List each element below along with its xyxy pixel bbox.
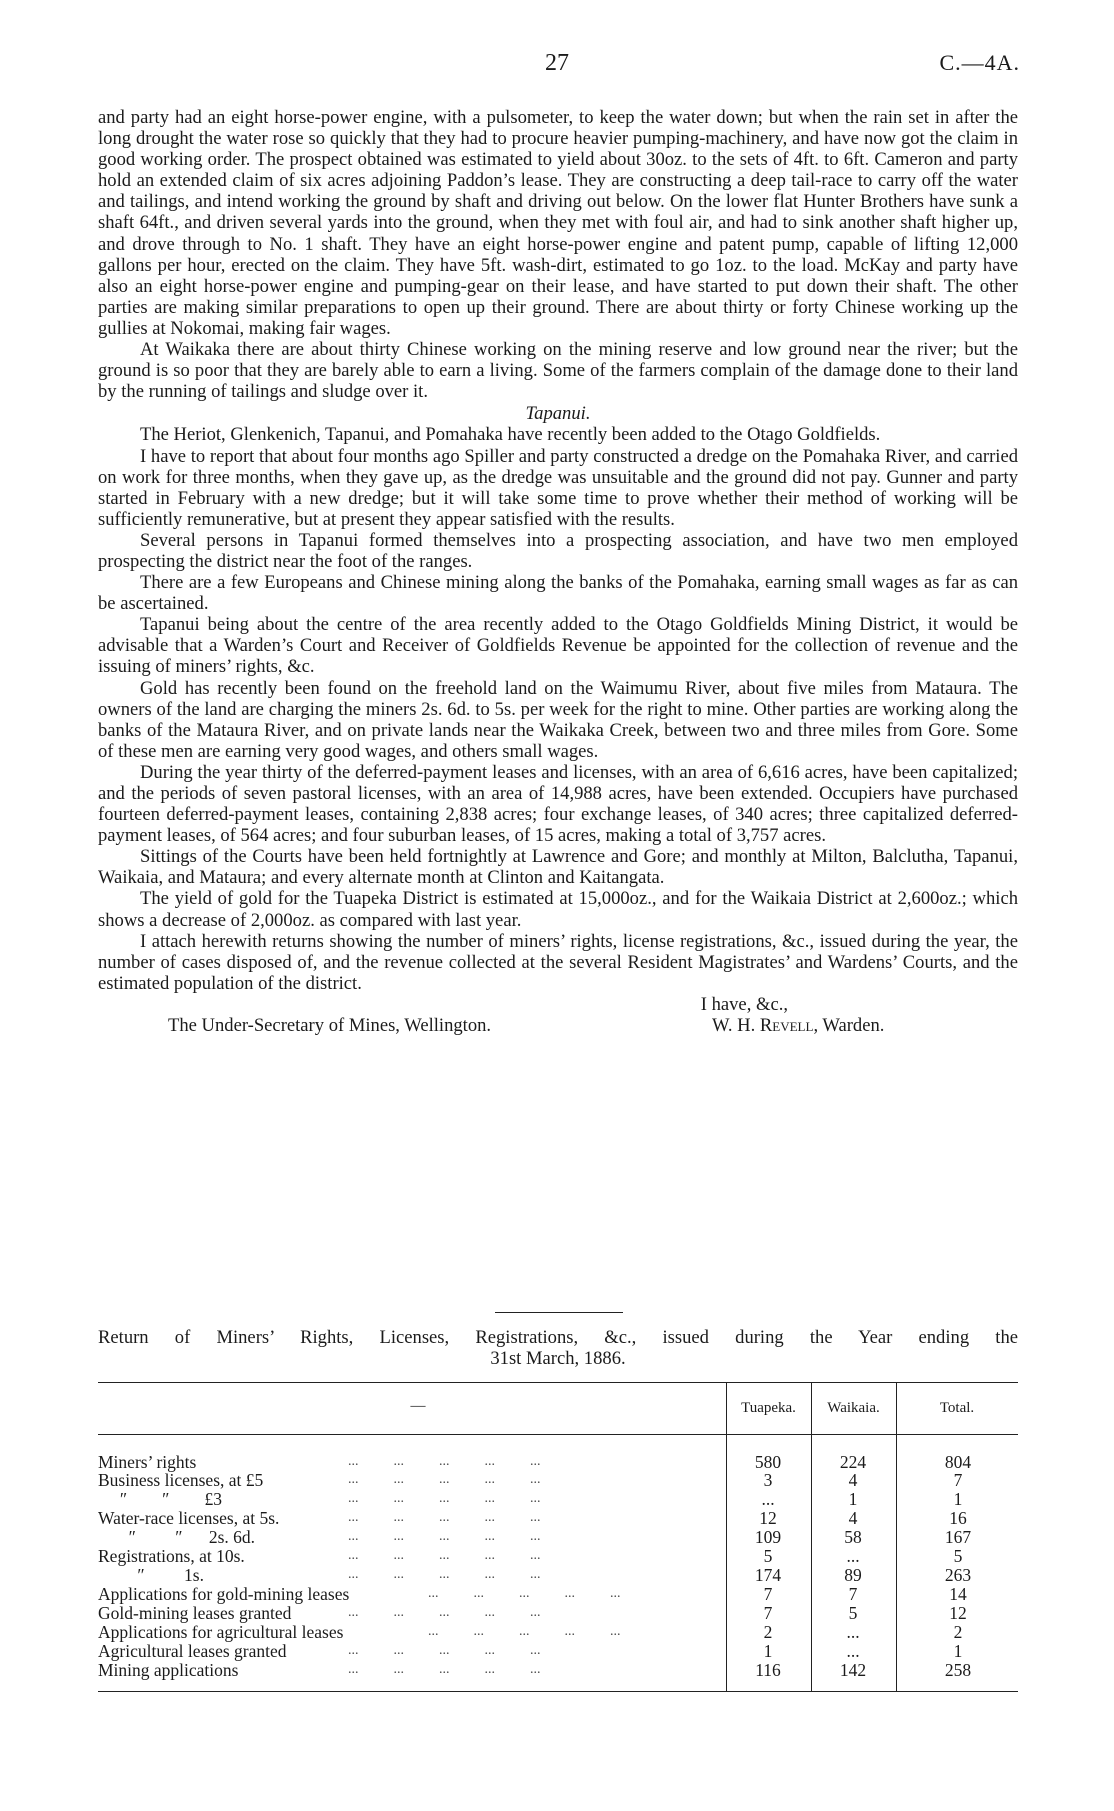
- paragraph: During the year thirty of the deferred-payment leases and licenses, with an area of 6,616 acres, have been capitalized; and the periods of seven pastoral licenses, with an area of 14,988 acres, have been extended. Occupiers have purchased fourteen deferred-payment leases, containing 2,838 acres; four exchange leases, of 340 acres; three capitalized deferred-payment leases, of 564 acres; and four suburban leases, of 15 acres, making a total of 3,757 acres.: [98, 761, 1018, 847]
- page-header: [0, 50, 1114, 90]
- leader-dots: ... ... ... ... ...: [348, 1567, 541, 1582]
- cell-total: 16: [949, 1508, 967, 1528]
- table-row: [98, 1527, 1018, 1548]
- table-row: [98, 1546, 1018, 1567]
- leader-dots: ... ... ... ... ...: [348, 1662, 541, 1677]
- cell-waikaia: 7: [848, 1584, 858, 1604]
- cell-total: 2: [953, 1622, 963, 1642]
- cell-waikaia: 58: [844, 1527, 862, 1547]
- leader-dots: ... ... ... ... ...: [348, 1510, 541, 1525]
- section-heading: Tapanui.: [525, 403, 591, 425]
- header-waikaia: Waikaia.: [827, 1400, 880, 1416]
- table-row: [98, 1508, 1018, 1529]
- row-label: ″ ″ 2s. 6d.: [98, 1527, 256, 1547]
- returns-table: [98, 1382, 1018, 1692]
- return-title-line1: Return of Miners’ Rights, Licenses, Registrations, &c., issued during the Year ending the: [98, 1327, 1018, 1348]
- cell-tuapeka: ...: [761, 1489, 775, 1509]
- cell-waikaia: 4: [848, 1470, 858, 1490]
- table-row: [98, 1470, 1018, 1491]
- cell-total: 7: [953, 1470, 963, 1490]
- cell-total: 12: [949, 1603, 967, 1623]
- cell-tuapeka: 116: [755, 1660, 781, 1680]
- leader-dots: ... ... ... ... ...: [348, 1548, 541, 1563]
- cell-tuapeka: 7: [763, 1603, 773, 1623]
- cell-waikaia: ...: [846, 1641, 860, 1661]
- row-label: ″ 1s.: [98, 1565, 204, 1585]
- signature-name: Revell: [759, 1015, 814, 1037]
- addressee: The Under-Secretary of Mines, Wellington.: [168, 1015, 492, 1037]
- leader-dots: ... ... ... ... ...: [348, 1529, 541, 1544]
- row-label: Applications for agricultural leases: [98, 1622, 344, 1642]
- cell-waikaia: 4: [848, 1508, 858, 1528]
- cell-waikaia: 5: [848, 1603, 858, 1623]
- table-top-rule: [98, 1382, 1018, 1383]
- cell-total: 1: [953, 1489, 963, 1509]
- paragraph: Gold has recently been found on the freehold land on the Waimumu River, about five miles from Mataura. The owners of the land are charging the miners 2s. 6d. to 5s. per week for the right to mine. Other parties are working along the banks of the Mataura River, and on private lands near the Waikaka Creek, between two and three miles from Gore. Some of these men are earning very good wages, and others small wages.: [98, 677, 1018, 762]
- paragraph: The Heriot, Glenkenich, Tapanui, and Pomahaka have recently been added to the Otago Goldfields.: [140, 424, 881, 446]
- cell-waikaia: 142: [839, 1660, 867, 1680]
- cell-total: 258: [944, 1660, 972, 1680]
- cell-waikaia: 1: [848, 1489, 858, 1509]
- row-label: Miners’ rights: [98, 1452, 197, 1472]
- leader-dots: ... ... ... ... ...: [348, 1491, 541, 1506]
- cell-total: 167: [944, 1527, 972, 1547]
- table-row: [98, 1641, 1018, 1662]
- cell-waikaia: ...: [846, 1546, 860, 1566]
- document-reference: C.—4A.: [939, 50, 1020, 75]
- cell-tuapeka: 2: [763, 1622, 773, 1642]
- row-label: Gold-mining leases granted: [98, 1603, 292, 1623]
- cell-tuapeka: 3: [763, 1470, 773, 1490]
- row-label: ″ ″ £3: [98, 1489, 222, 1509]
- row-label: Registrations, at 10s.: [98, 1546, 245, 1566]
- leader-dots: ... ... ... ... ...: [348, 1472, 541, 1487]
- table-row: [98, 1565, 1018, 1586]
- leader-dots: ... ... ... ... ...: [348, 1605, 541, 1620]
- cell-waikaia: ...: [846, 1622, 860, 1642]
- cell-total: 5: [953, 1546, 963, 1566]
- signature-initials: W. H.: [712, 1015, 756, 1037]
- letter-closing: [98, 994, 1018, 1037]
- signature-title: , Warden.: [813, 1015, 885, 1037]
- cell-total: 263: [944, 1565, 972, 1585]
- paragraph: and party had an eight horse-power engine, with a pulsometer, to keep the water down; but when the rain set in after the long drought the water rose so quickly that they had to procure heavier pumping-machinery, and have now got the claim in good working order. The prospect obtained was estimated to yield about 30oz. to the sets of 4ft. to 6ft. Cameron and party hold an extended claim of six acres adjoining Paddon’s lease. They are constructing a deep tail-race to carry off the water and tailings, and intend working the ground by shaft and driving out below. On the lower flat Hunter Brothers have sunk a shaft 64ft., and driven several yards into the ground, when they met with foul air, and had to sink another shaft higher up, and drove through to No. 1 shaft. They have an eight horse-power engine and patent pump, capable of lifting 12,000 gallons per hour, erected on the claim. They have 5ft. wash-dirt, estimated to go 1oz. to the load. McKay and party have also an eight horse-power engine and pumping-gear on their lease, and have started to put down their shaft. The other parties are making similar preparations to open up their ground. There are about thirty or forty Chinese working up the gullies at Nokomai, making fair wages.: [98, 107, 1018, 339]
- cell-tuapeka: 7: [763, 1584, 773, 1604]
- cell-total: 14: [949, 1584, 967, 1604]
- return-title-line2: 31st March, 1886.: [490, 1348, 626, 1369]
- table-row: [98, 1603, 1018, 1624]
- row-label: Agricultural leases granted: [98, 1641, 287, 1661]
- paragraph: Several persons in Tapanui formed themselves into a prospecting association, and have two men employed prospecting the district near the foot of the ranges.: [98, 529, 1018, 572]
- row-label: Water-race licenses, at 5s.: [98, 1508, 280, 1528]
- leader-dots: ... ... ... ... ...: [348, 1454, 541, 1469]
- return-title: [98, 1327, 1018, 1369]
- row-label: Business licenses, at £5: [98, 1470, 264, 1490]
- signature: [712, 1015, 884, 1036]
- signature-line: [98, 1015, 1018, 1037]
- row-label: Applications for gold-mining leases: [98, 1584, 350, 1604]
- paragraph: I have to report that about four months ago Spiller and party constructed a dredge on the Pomahaka River, and carried on work for three months, when they gave up, as the dredge was unsuitable and the ground did not pay. Gunner and party started in February with a new dredge; but it will take some time to prove whether their method of working will be sufficiently remunerative, but at present they appear satisfied with the results.: [98, 445, 1018, 530]
- paragraph: Tapanui being about the centre of the area recently added to the Otago Goldfields Mining District, it would be advisable that a Warden’s Court and Receiver of Goldfields Revenue be appointed for the collection of revenue and the issuing of miners’ rights, &c.: [98, 614, 1018, 678]
- table-bottom-rule: [98, 1691, 1018, 1692]
- leader-dots: ... ... ... ... ...: [348, 1643, 541, 1658]
- table-header-rule: [98, 1434, 1018, 1435]
- cell-tuapeka: 174: [754, 1565, 782, 1585]
- cell-tuapeka: 109: [754, 1527, 782, 1547]
- cell-total: 1: [953, 1641, 963, 1661]
- cell-total: 804: [944, 1452, 972, 1472]
- paragraph: I attach herewith returns showing the number of miners’ rights, license registrations, &c., issued during the year, the number of cases disposed of, and the revenue collected at the several Resident Magistrates’ and Wardens’ Courts, and the estimated population of the district.: [98, 930, 1018, 994]
- table-row: [98, 1489, 1018, 1510]
- report-body: [98, 107, 1018, 1037]
- cell-tuapeka: 12: [759, 1508, 777, 1528]
- cell-waikaia: 89: [844, 1565, 862, 1585]
- cell-tuapeka: 580: [754, 1452, 782, 1472]
- leader-dots: ... ... ... ... ...: [428, 1586, 621, 1601]
- valediction: I have, &c.,: [700, 993, 788, 1015]
- paragraph: Sittings of the Courts have been held fortnightly at Lawrence and Gore; and monthly at Milton, Balclutha, Tapanui, Waikaia, and Mataura; and every alternate month at Clinton and Kaitangata.: [98, 846, 1018, 889]
- table-row: [98, 1584, 1018, 1605]
- table-row: [98, 1660, 1018, 1681]
- section-divider: [495, 1312, 623, 1313]
- header-blank: —: [410, 1398, 426, 1414]
- paragraph: At Waikaka there are about thirty Chinese working on the mining reserve and low ground near the river; but the ground is so poor that they are barely able to earn a living. Some of the farmers complain of the damage done to their land by the running of tailings and sludge over it.: [98, 339, 1018, 403]
- cell-tuapeka: 5: [763, 1546, 773, 1566]
- paragraph: The yield of gold for the Tuapeka District is estimated at 15,000oz., and for the Waikaia District at 2,600oz.; which shows a decrease of 2,000oz. as compared with last year.: [98, 888, 1018, 931]
- row-label: Mining applications: [98, 1660, 239, 1680]
- paragraph: There are a few Europeans and Chinese mining along the banks of the Pomahaka, earning small wages as far as can be ascertained.: [98, 572, 1018, 615]
- header-total: Total.: [939, 1400, 975, 1416]
- cell-tuapeka: 1: [763, 1641, 773, 1661]
- table-row: [98, 1622, 1018, 1643]
- page-number: 27: [545, 50, 569, 76]
- leader-dots: ... ... ... ... ...: [428, 1624, 621, 1639]
- cell-waikaia: 224: [839, 1452, 867, 1472]
- header-tuapeka: Tuapeka.: [741, 1400, 796, 1416]
